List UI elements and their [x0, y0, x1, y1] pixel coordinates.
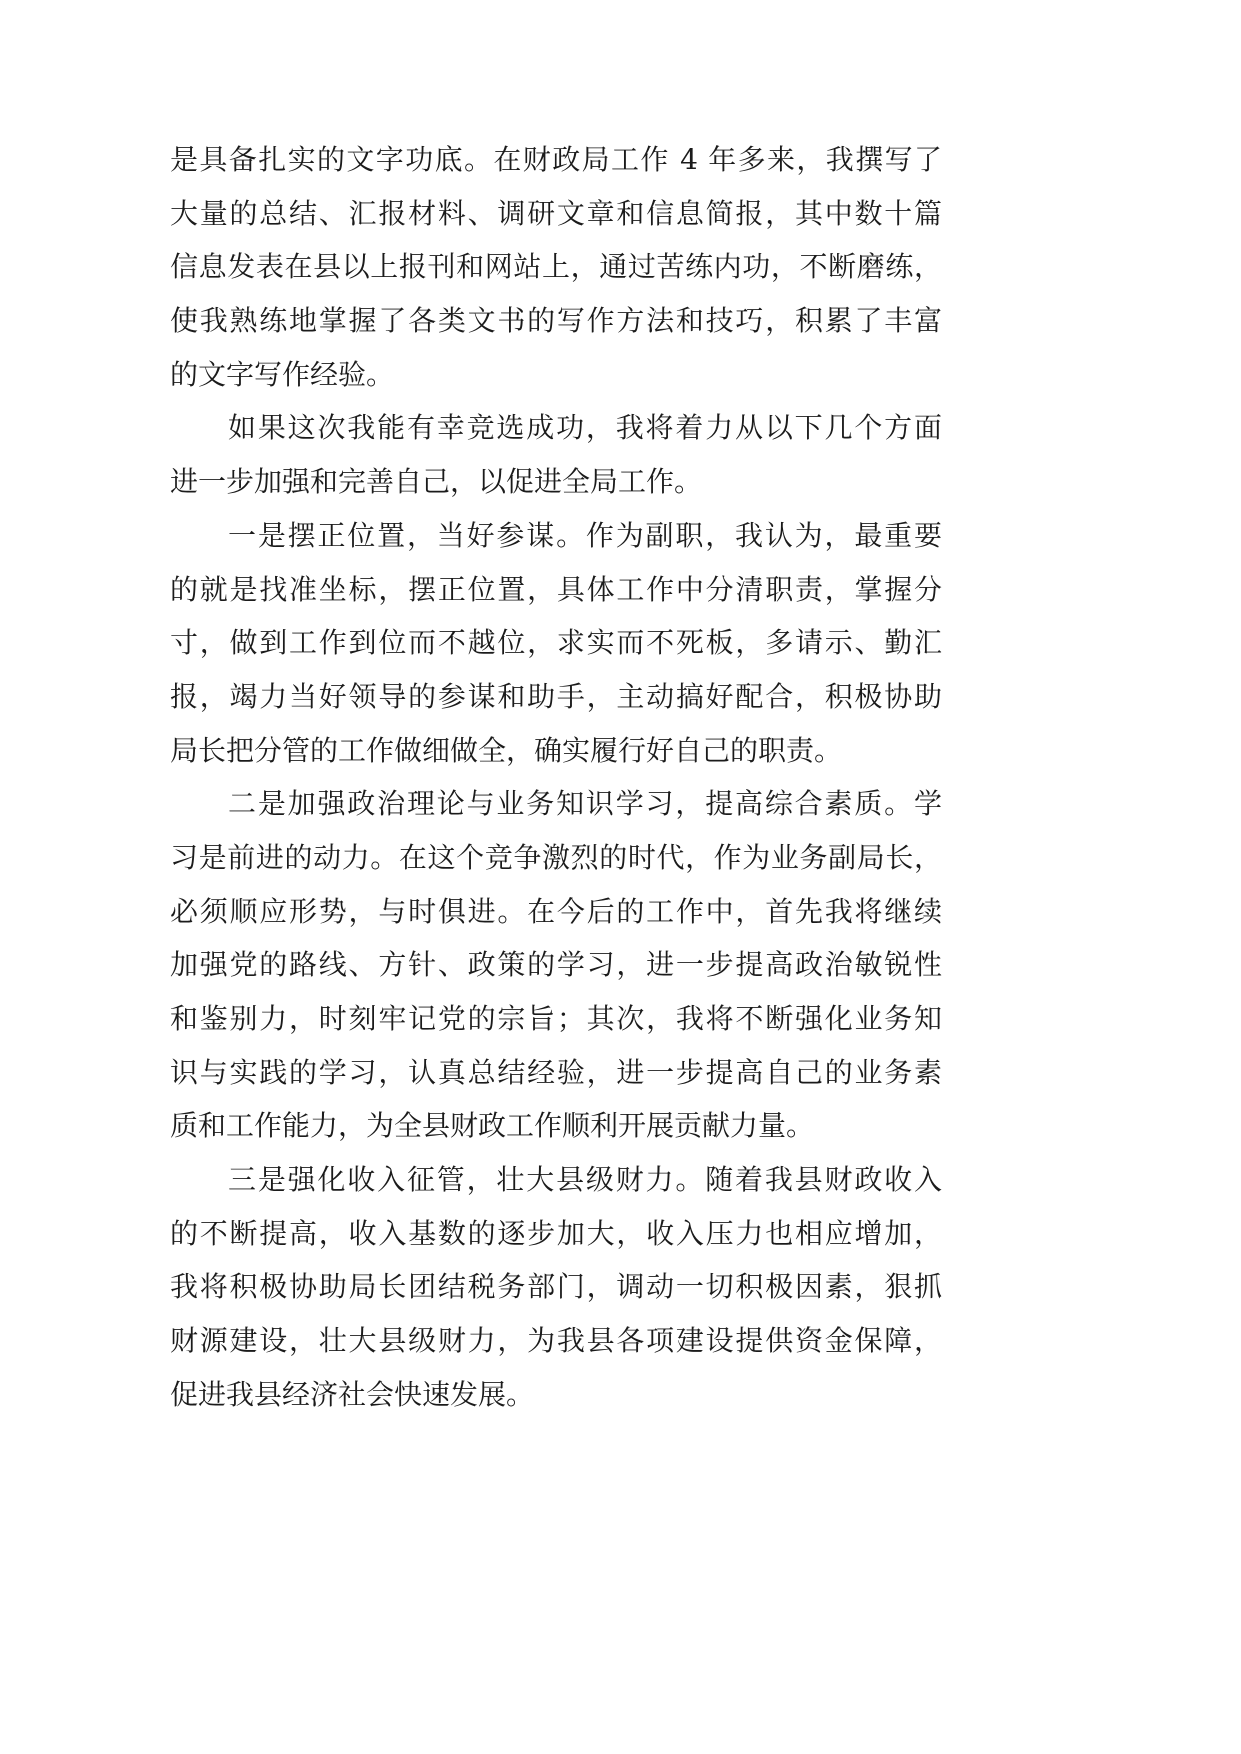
- text-line: 识与实践的学习，认真总结经验，进一步提高自己的业务素: [170, 1055, 942, 1089]
- text-line: 的不断提高，收入基数的逐步加大，收入压力也相应增加，: [170, 1216, 942, 1250]
- paragraph-point-one: [170, 509, 942, 777]
- text-line: 的文字写作经验。: [170, 357, 395, 391]
- text-line: 质和工作能力，为全县财政工作顺利开展贡献力量。: [170, 1109, 815, 1143]
- text-line: 促进我县经济社会快速发展。: [170, 1377, 535, 1411]
- paragraph-point-three: [170, 1153, 942, 1421]
- text-line: 一是摆正位置，当好参谋。作为副职，我认为，最重要: [228, 518, 942, 552]
- text-line: 财源建设，壮大县级财力，为我县各项建设提供资金保障，: [170, 1324, 942, 1358]
- text-line: 习是前进的动力。在这个竞争激烈的时代，作为业务副局长，: [170, 840, 942, 874]
- text-line: 进一步加强和完善自己，以促进全局工作。: [170, 465, 703, 499]
- text-line: 报，竭力当好领导的参谋和助手，主动搞好配合，积极协助: [170, 679, 942, 713]
- paragraph-point-two: [170, 777, 942, 1153]
- text-line: 的就是找准坐标，摆正位置，具体工作中分清职责，掌握分: [170, 572, 942, 606]
- text-line: 大量的总结、汇报材料、调研文章和信息简报，其中数十篇: [170, 196, 942, 230]
- text-line: 使我熟练地掌握了各类文书的写作方法和技巧，积累了丰富: [170, 304, 942, 338]
- document-body: [170, 133, 942, 1422]
- text-line: 加强党的路线、方针、政策的学习，进一步提高政治敏锐性: [170, 948, 942, 982]
- text-line: 和鉴别力，时刻牢记党的宗旨；其次，我将不断强化业务知: [170, 1002, 942, 1035]
- text-line: 局长把分管的工作做细做全，确实履行好自己的职责。: [170, 733, 843, 767]
- text-line: 三是强化收入征管，壮大县级财力。随着我县财政收入: [228, 1163, 942, 1197]
- text-line: 必须顺应形势，与时俱进。在今后的工作中，首先我将继续: [170, 894, 942, 928]
- text-line: 是具备扎实的文字功底。在财政局工作 4 年多来，我撰写了: [170, 143, 942, 176]
- text-line: 我将积极协助局长团结税务部门，调动一切积极因素，狠抓: [170, 1270, 942, 1304]
- text-line: 信息发表在县以上报刊和网站上，通过苦练内功，不断磨练，: [170, 250, 942, 284]
- paragraph-intro: [170, 401, 942, 508]
- paragraph-continued: [170, 133, 942, 401]
- text-line: 二是加强政治理论与业务知识学习，提高综合素质。学: [228, 787, 942, 821]
- text-line: 寸，做到工作到位而不越位，求实而不死板，多请示、勤汇: [170, 626, 942, 660]
- text-line: 如果这次我能有幸竞选成功，我将着力从以下几个方面: [228, 411, 942, 445]
